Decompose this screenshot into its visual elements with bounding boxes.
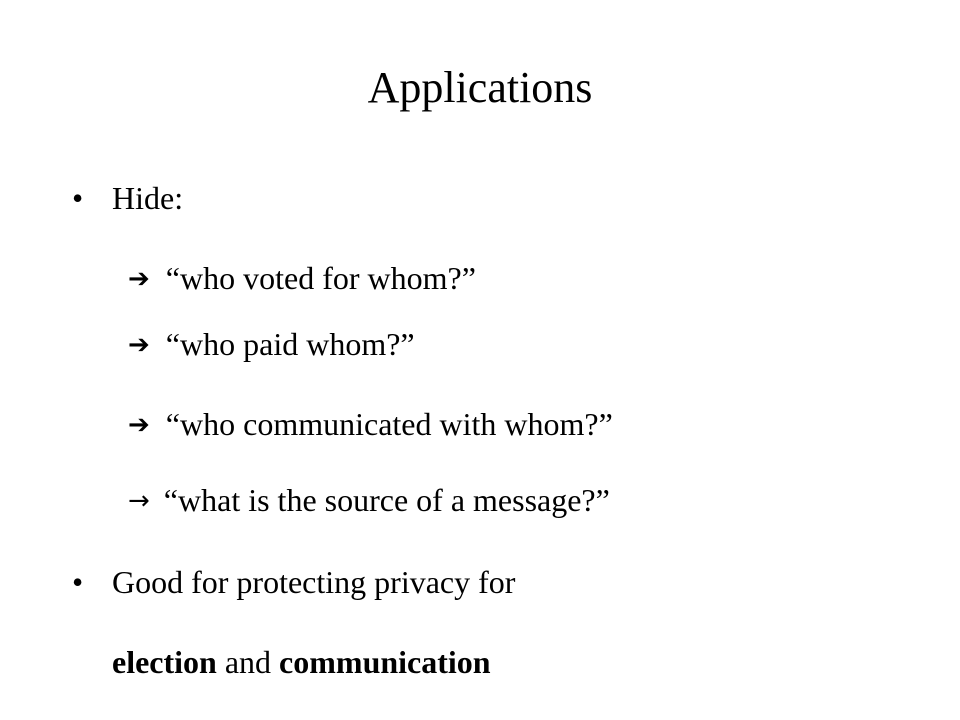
sub-item-communicated	[128, 404, 613, 447]
bold-right-arrow-icon: ➔	[128, 264, 150, 294]
continuation-connector: and	[216, 644, 280, 680]
bold-term-communication: communication	[279, 644, 491, 680]
sub-item-text: “who communicated with whom?”	[165, 406, 613, 442]
bullet-privacy: Good for protecting privacy for	[112, 564, 516, 600]
right-arrow-icon: →	[128, 486, 150, 516]
bullet-dot: •	[72, 180, 84, 216]
sub-item-voted	[128, 258, 476, 301]
sub-item-text: “who voted for whom?”	[165, 260, 476, 296]
bullet-hide: Hide:	[112, 180, 184, 216]
bold-right-arrow-icon: ➔	[128, 410, 150, 440]
bold-term-election: election	[112, 644, 217, 680]
slide-title: Applications	[367, 63, 593, 112]
sub-item-text: “what is the source of a message?”	[163, 482, 610, 518]
sub-item-source	[128, 480, 610, 523]
bullet-privacy-continuation	[112, 642, 491, 682]
bold-right-arrow-icon: ➔	[128, 330, 150, 360]
bullet-dot: •	[72, 564, 84, 600]
sub-item-text: “who paid whom?”	[165, 326, 415, 362]
sub-item-paid	[128, 324, 415, 367]
